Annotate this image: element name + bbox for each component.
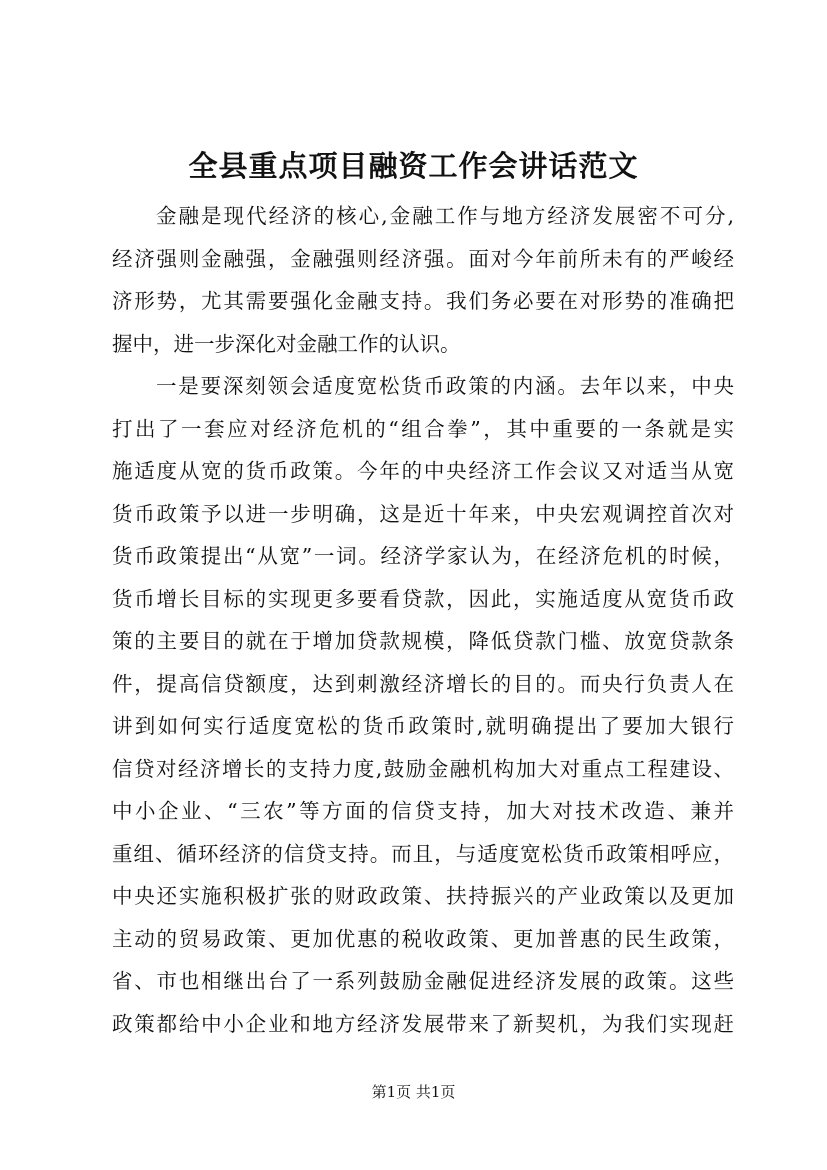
body-line: 握中，进一步深化对金融工作的认识。 [112,331,461,356]
body-line: 中央还实施积极扩张的财政政策、扶持振兴的产业政策以及更加 [112,884,734,908]
body-line: 主动的贸易政策、更加优惠的税收政策、更加普惠的民生政策， [112,926,734,951]
body-line: 信贷对经济增长的支持力度,鼓励金融机构加大对重点工程建设、 [112,756,734,781]
body-line: 政策都给中小企业和地方经济发展带来了新契机，为我们实现赶 [112,1011,734,1036]
body-line: 讲到如何实行适度宽松的货币政策时,就明确提出了要加大银行 [112,714,734,738]
page-footer: 第1页 共1页 [371,1083,456,1101]
body-line: 件，提高信贷额度，达到刺激经济增长的目的。而央行负责人在 [112,671,734,696]
document-title: 全县重点项目融资工作会讲话范文 [188,149,639,183]
body-line: 货币政策提出“从宽”一词。经济学家认为，在经济危机的时候， [112,544,734,568]
body-line: 货币政策予以进一步明确，这是近十年来，中央宏观调控首次对 [112,501,734,526]
body-line: 金融是现代经济的核心,金融工作与地方经济发展密不可分, [156,204,734,228]
body-line: 打出了一套应对经济危机的“组合拳”，其中重要的一条就是实 [112,416,734,441]
body-line: 中小企业、“三农”等方面的信贷支持，加大对技术改造、兼并 [112,799,734,823]
document-body [112,195,734,1045]
body-line: 一是要深刻领会适度宽松货币政策的内涵。去年以来，中央 [156,374,734,398]
body-line: 省、市也相继出台了一系列鼓励金融促进经济发展的政策。这些 [112,969,734,993]
body-line: 策的主要目的就在于增加贷款规模，降低贷款门槛、放宽贷款条 [112,629,734,653]
body-line: 经济强则金融强，金融强则经济强。面对今年前所未有的严峻经 [112,246,734,271]
body-line: 济形势，尤其需要强化金融支持。我们务必要在对形势的准确把 [112,289,734,313]
body-line: 重组、循环经济的信贷支持。而且，与适度宽松货币政策相呼应， [112,841,734,866]
body-line: 施适度从宽的货币政策。今年的中央经济工作会议又对适当从宽 [112,459,734,483]
body-line: 货币增长目标的实现更多要看贷款，因此，实施适度从宽货币政 [112,586,734,611]
